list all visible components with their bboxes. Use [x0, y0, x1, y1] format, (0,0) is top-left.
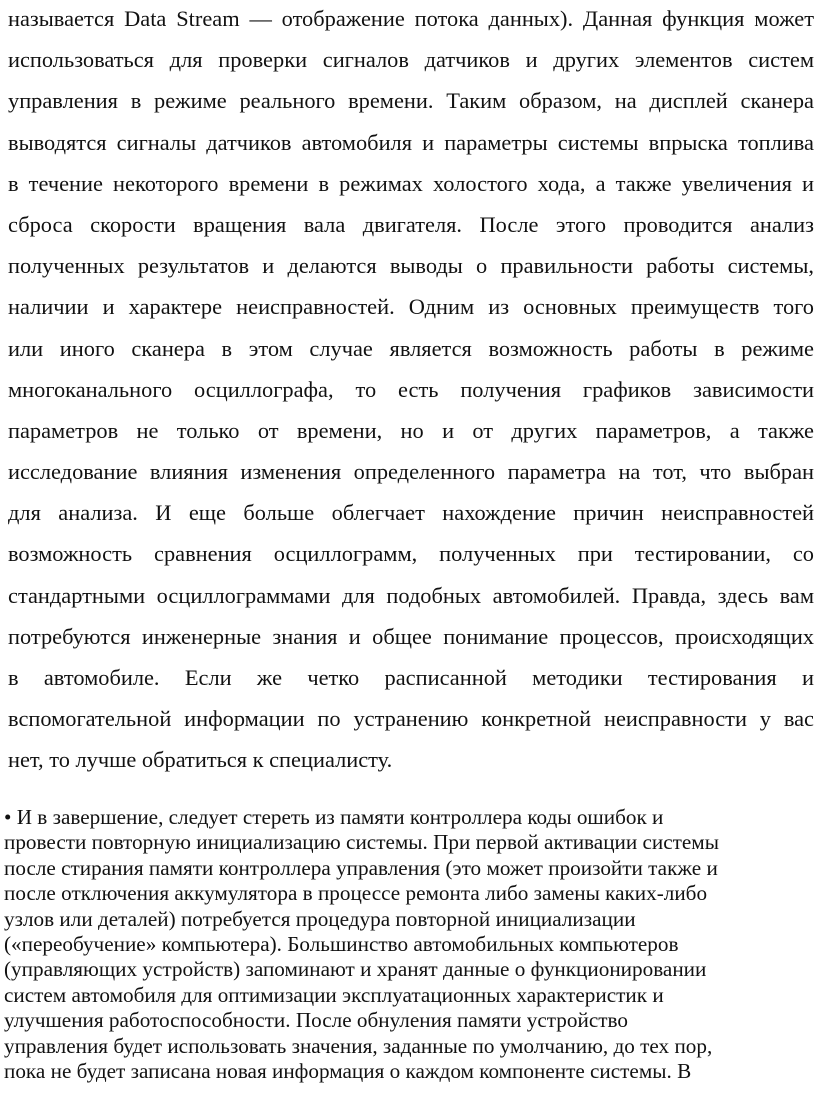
- text-line: называется Data Stream — отображение потока данных). Данная функция может: [8, 6, 814, 31]
- text-line: параметров не только от времени, но и от других параметров, а также: [8, 417, 814, 443]
- text-line: провести повторную инициализацию системы. При первой активации системы: [4, 830, 719, 855]
- text-line: выводятся сигналы датчиков автомобиля и параметры системы впрыска топлива: [8, 129, 814, 155]
- text-line: многоканального осциллографа, то есть получения графиков зависимости: [8, 376, 814, 402]
- text-line: управления будет использовать значения, заданные по умолчанию, до тех пор,: [4, 1033, 713, 1058]
- text-line: исследование влияния изменения определенного параметра на тот, что выбран: [8, 459, 814, 485]
- text-line: наличии и характере неисправностей. Одним из основных преимуществ того: [8, 294, 814, 320]
- text-line: использоваться для проверки сигналов датчиков и других элементов систем: [8, 47, 814, 73]
- text-line: возможность сравнения осциллограмм, полученных при тестировании, со: [8, 541, 814, 567]
- text-line: стандартными осциллограммами для подобных автомобилей. Правда, здесь вам: [8, 582, 814, 608]
- text-line: полученных результатов и делаются выводы о правильности работы системы,: [8, 253, 814, 279]
- text-line: управления в режиме реального времени. Таким образом, на дисплей сканера: [8, 88, 814, 114]
- text-line: в течение некоторого времени в режимах холостого хода, а также увеличения и: [8, 170, 814, 196]
- text-line: • И в завершение, следует стереть из памяти контроллера коды ошибок и: [4, 805, 664, 829]
- text-line: после отключения аккумулятора в процессе ремонта либо замены каких-либо: [4, 881, 708, 906]
- text-line: улучшения работоспособности. После обнуления памяти устройство: [4, 1008, 628, 1033]
- text-line: сброса скорости вращения вала двигателя. После этого проводится анализ: [8, 211, 814, 237]
- text-line: («переобучение» компьютера). Большинство автомобильных компьютеров: [4, 931, 679, 956]
- text-line: пока не будет записана новая информация о каждом компоненте системы. В: [4, 1058, 692, 1083]
- text-line: или иного сканера в этом случае является возможность работы в режиме: [8, 335, 814, 361]
- text-line: систем автомобиля для оптимизации эксплуатационных характеристик и: [4, 982, 664, 1007]
- text-line: узлов или деталей) потребуется процедура повторной инициализации: [4, 906, 636, 931]
- paragraph-reinitialization: [4, 805, 810, 1084]
- text-line: нет, то лучше обратиться к специалисту.: [8, 747, 393, 773]
- text-line: для анализа. И еще больше облегчает нахождение причин неисправностей: [8, 500, 814, 526]
- text-line: (управляющих устройств) запоминают и хранят данные о функционировании: [4, 957, 707, 982]
- text-line: вспомогательной информации по устранению конкретной неисправности у вас: [8, 706, 814, 732]
- text-line: в автомобиле. Если же четко расписанной методики тестирования и: [8, 665, 814, 690]
- paragraph-data-stream: [8, 0, 814, 781]
- text-line: после стирания памяти контроллера управления (это может произойти также и: [4, 855, 718, 880]
- text-line: потребуются инженерные знания и общее понимание процессов, происходящих: [8, 623, 814, 649]
